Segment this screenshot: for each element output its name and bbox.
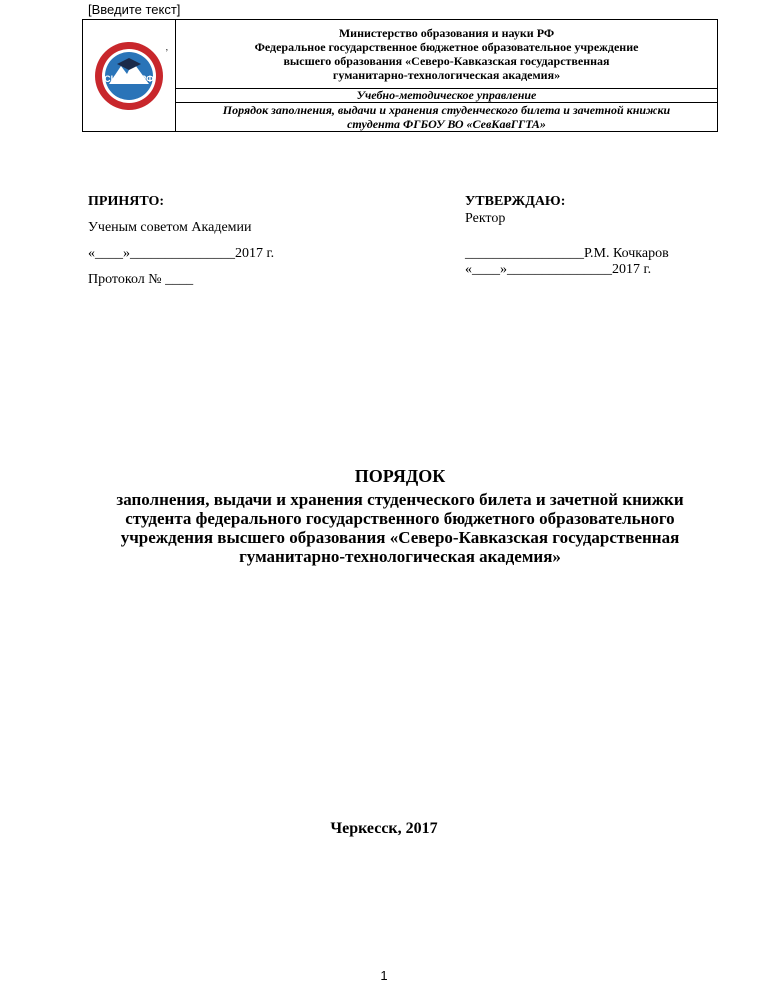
org-line-academy-2: гуманитарно-технологическая академия» xyxy=(332,68,561,82)
logo-cell xyxy=(83,20,176,132)
regulation-title-line-2: студента ФГБОУ ВО «СевКавГГТА» xyxy=(347,117,546,131)
rector-signature-line: _________________Р.М. Кочкаров xyxy=(465,246,669,261)
protocol-number-line: Протокол № ____ xyxy=(88,272,194,287)
org-line-ministry: Министерство образования и науки РФ xyxy=(338,26,555,40)
academy-logo xyxy=(93,40,165,112)
subtitle-line-4: гуманитарно-технологическая академия» xyxy=(239,547,561,566)
department-cell: Учебно-методическое управление xyxy=(176,89,718,103)
academic-council-text: Ученым советом Академии xyxy=(88,220,252,235)
regulation-title-line-1: Порядок заполнения, выдачи и хранения студенческого билета и зачетной книжки xyxy=(222,103,671,117)
subtitle-line-3: учреждения высшего образования «Северо-Кавказская государственная xyxy=(120,528,680,547)
accepted-date-line: «____»_______________2017 г. xyxy=(88,246,275,261)
document-title: ПОРЯДОК xyxy=(354,466,446,486)
org-line-academy-1: высшего образования «Северо-Кавказская государственная xyxy=(283,54,610,68)
approve-label: УТВЕРЖДАЮ: xyxy=(465,194,566,209)
rector-text: Ректор xyxy=(465,211,506,226)
organization-cell xyxy=(176,20,718,89)
city-year: Черкесск, 2017 xyxy=(330,820,438,837)
subtitle-line-2: студента федерального государственного бюджетного образовательного xyxy=(125,509,675,528)
regulation-title-cell xyxy=(176,103,718,132)
org-line-institution: Федеральное государственное бюджетное образовательное учреждение xyxy=(254,40,639,54)
document-header-table xyxy=(82,19,718,132)
document-subtitle xyxy=(80,490,720,566)
logo-text: СКГГТА РФ xyxy=(104,73,154,84)
page-header-placeholder: [Введите текст] xyxy=(88,2,181,17)
approve-date-line: «____»_______________2017 г. xyxy=(465,262,652,277)
page-number: 1 xyxy=(380,968,388,983)
logo-mark: , xyxy=(165,42,168,52)
accepted-label: ПРИНЯТО: xyxy=(88,194,165,209)
subtitle-line-1: заполнения, выдачи и хранения студенческого билета и зачетной книжки xyxy=(116,490,684,509)
